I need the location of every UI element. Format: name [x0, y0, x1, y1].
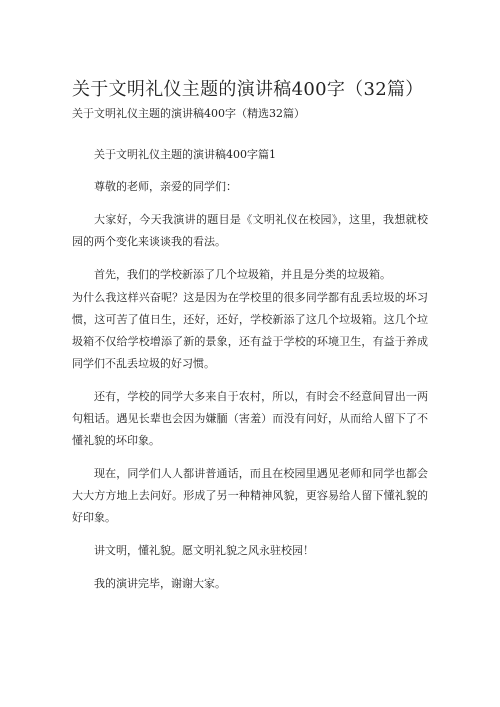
document-title: 关于文明礼仪主题的演讲稿400字（32篇） [72, 79, 424, 100]
paragraph-first-point: 首先，我们的学校新添了几个垃圾箱，并且是分类的垃圾箱。 [94, 268, 391, 281]
paragraph-greeting: 尊敬的老师，亲爱的同学们： [94, 180, 237, 193]
paragraph-trash-bins: 为什么我这样兴奋呢？这是因为在学校里的很多同学都有乱丢垃圾的坏习惯，这可苦了值日生，还好，还好，学校新添了这几个垃圾箱。这几个垃圾箱不仅给学校增添了新的景象，还有益于学校的环境卫生，有益于养成同学们不乱丢垃圾的好习惯。 [72, 291, 428, 370]
paragraph-now: 现在，同学们人人都讲普通话，而且在校园里遇见老师和同学也都会大大方方地上去问好。形成了另一种精神风貌，更容易给人留下懂礼貌的好印象。 [72, 467, 428, 524]
document-subtitle: 关于文明礼仪主题的演讲稿400字（精选32篇） [72, 107, 305, 120]
paragraph-second-point: 还有，学校的同学大多来自于农村，所以，有时会不经意间冒出一两句粗话。遇见长辈也会因为嫌腼（害羞）而没有问好，从而给人留下了不懂礼貌的坏印象。 [72, 390, 428, 447]
paragraph-slogan: 讲文明，懂礼貌。愿文明礼貌之风永驻校园！ [94, 544, 314, 557]
paragraph-intro: 大家好，今天我演讲的题目是《文明礼仪在校园》，这里，我想就校园的两个变化来谈谈我的看法。 [72, 213, 428, 248]
paragraph-closing: 我的演讲完毕，谢谢大家。 [94, 577, 226, 590]
section-heading: 关于文明礼仪主题的演讲稿400字篇1 [94, 148, 276, 161]
